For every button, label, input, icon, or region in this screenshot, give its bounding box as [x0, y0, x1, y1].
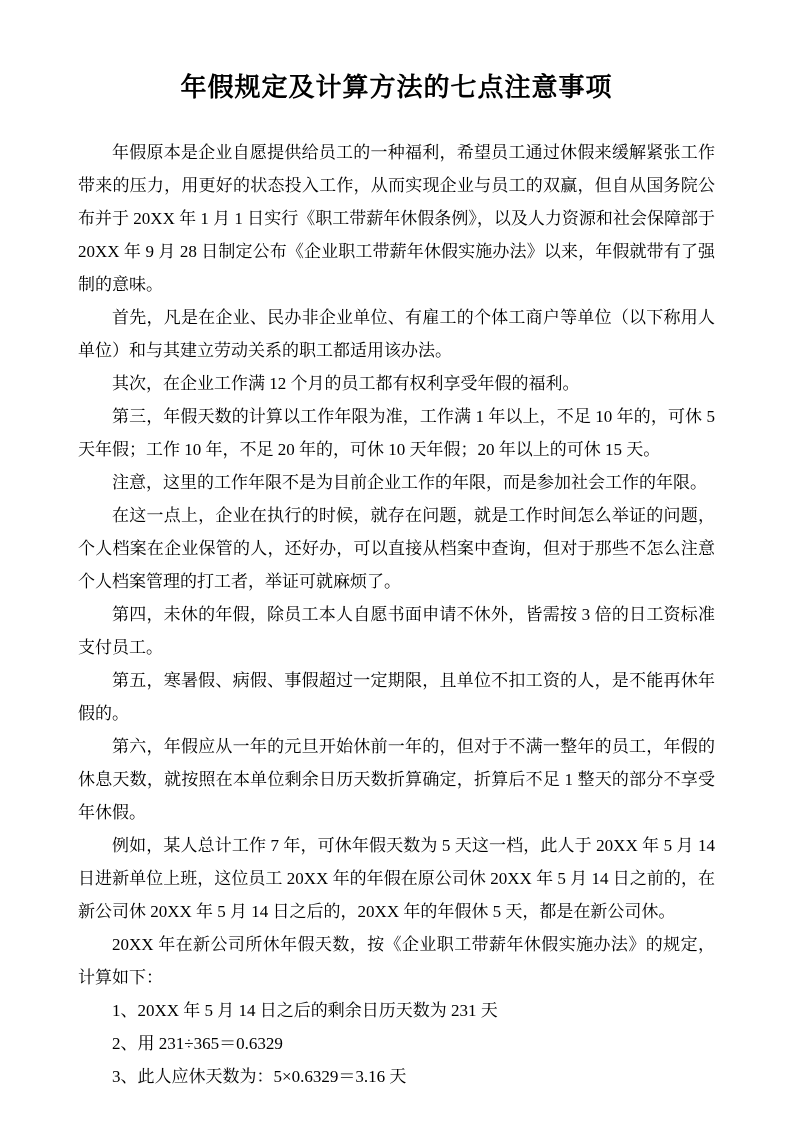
paragraph-point-6: 第六，年假应从一年的元旦开始休前一年的，但对于不满一整年的员工，年假的休息天数，就按照在本单位剩余日历天数折算确定，折算后不足 1 整天的部分不享受年休假。: [78, 737, 715, 822]
paragraph-note: 注意，这里的工作年限不是为目前企业工作的年限，而是参加社会工作的年限。: [112, 473, 707, 492]
document-title: 年假规定及计算方法的七点注意事项: [180, 73, 613, 102]
paragraph-example: 例如，某人总计工作 7 年，可休年假天数为 5 天这一档，此人于 20XX 年 5 月 14 日进新单位上班，这位员工 20XX 年的年假在原公司休 20XX 年 5 月 14 日之前的，在新公司休 20XX 年 5 月 14 日之后的，20XX 年的年假休 5 天，都是在新公司休。: [78, 836, 715, 921]
paragraph-calc-intro: 20XX 年在新公司所休年假天数，按《企业职工带薪年休假实施办法》的规定，计算如下：: [78, 935, 715, 987]
paragraph-point-3: 第三，年假天数的计算以工作年限为准，工作满 1 年以上，不足 10 年的，可休 5 天年假；工作 10 年，不足 20 年的，可休 10 天年假；20 年以上的可休 15 天。: [78, 407, 715, 459]
calc-step-3: 3、此人应休天数为：5×0.6329＝3.16 天: [112, 1067, 407, 1086]
paragraph-point-4: 第四，未休的年假，除员工本人自愿书面申请不休外，皆需按 3 倍的日工资标准支付员工。: [78, 605, 715, 657]
paragraph-note-detail: 在这一点上，企业在执行的时候，就存在问题，就是工作时间怎么举证的问题，个人档案在企业保管的人，还好办，可以直接从档案中查询，但对于那些不怎么注意个人档案管理的打工者，举证可就麻烦了。: [78, 506, 715, 591]
paragraph-point-2: 其次，在企业工作满 12 个月的员工都有权利享受年假的福利。: [112, 374, 580, 393]
paragraph-point-1: 首先，凡是在企业、民办非企业单位、有雇工的个体工商户等单位（以下称用人单位）和与其建立劳动关系的职工都适用该办法。: [78, 308, 715, 360]
calc-step-1: 1、20XX 年 5 月 14 日之后的剩余日历天数为 231 天: [112, 1001, 498, 1020]
paragraph-intro: 年假原本是企业自愿提供给员工的一种福利，希望员工通过休假来缓解紧张工作带来的压力，用更好的状态投入工作，从而实现企业与员工的双赢，但自从国务院公布并于 20XX 年 1 月 1 日实行《职工带薪年休假条例》，以及人力资源和社会保障部于 20XX 年 9 月 28 日制定公布《企业职工带薪年休假实施办法》以来，年假就带有了强制的意味。: [78, 143, 715, 294]
calc-step-2: 2、用 231÷365＝0.6329: [112, 1034, 283, 1053]
paragraph-point-5: 第五，寒暑假、病假、事假超过一定期限，且单位不扣工资的人，是不能再休年假的。: [78, 671, 715, 723]
